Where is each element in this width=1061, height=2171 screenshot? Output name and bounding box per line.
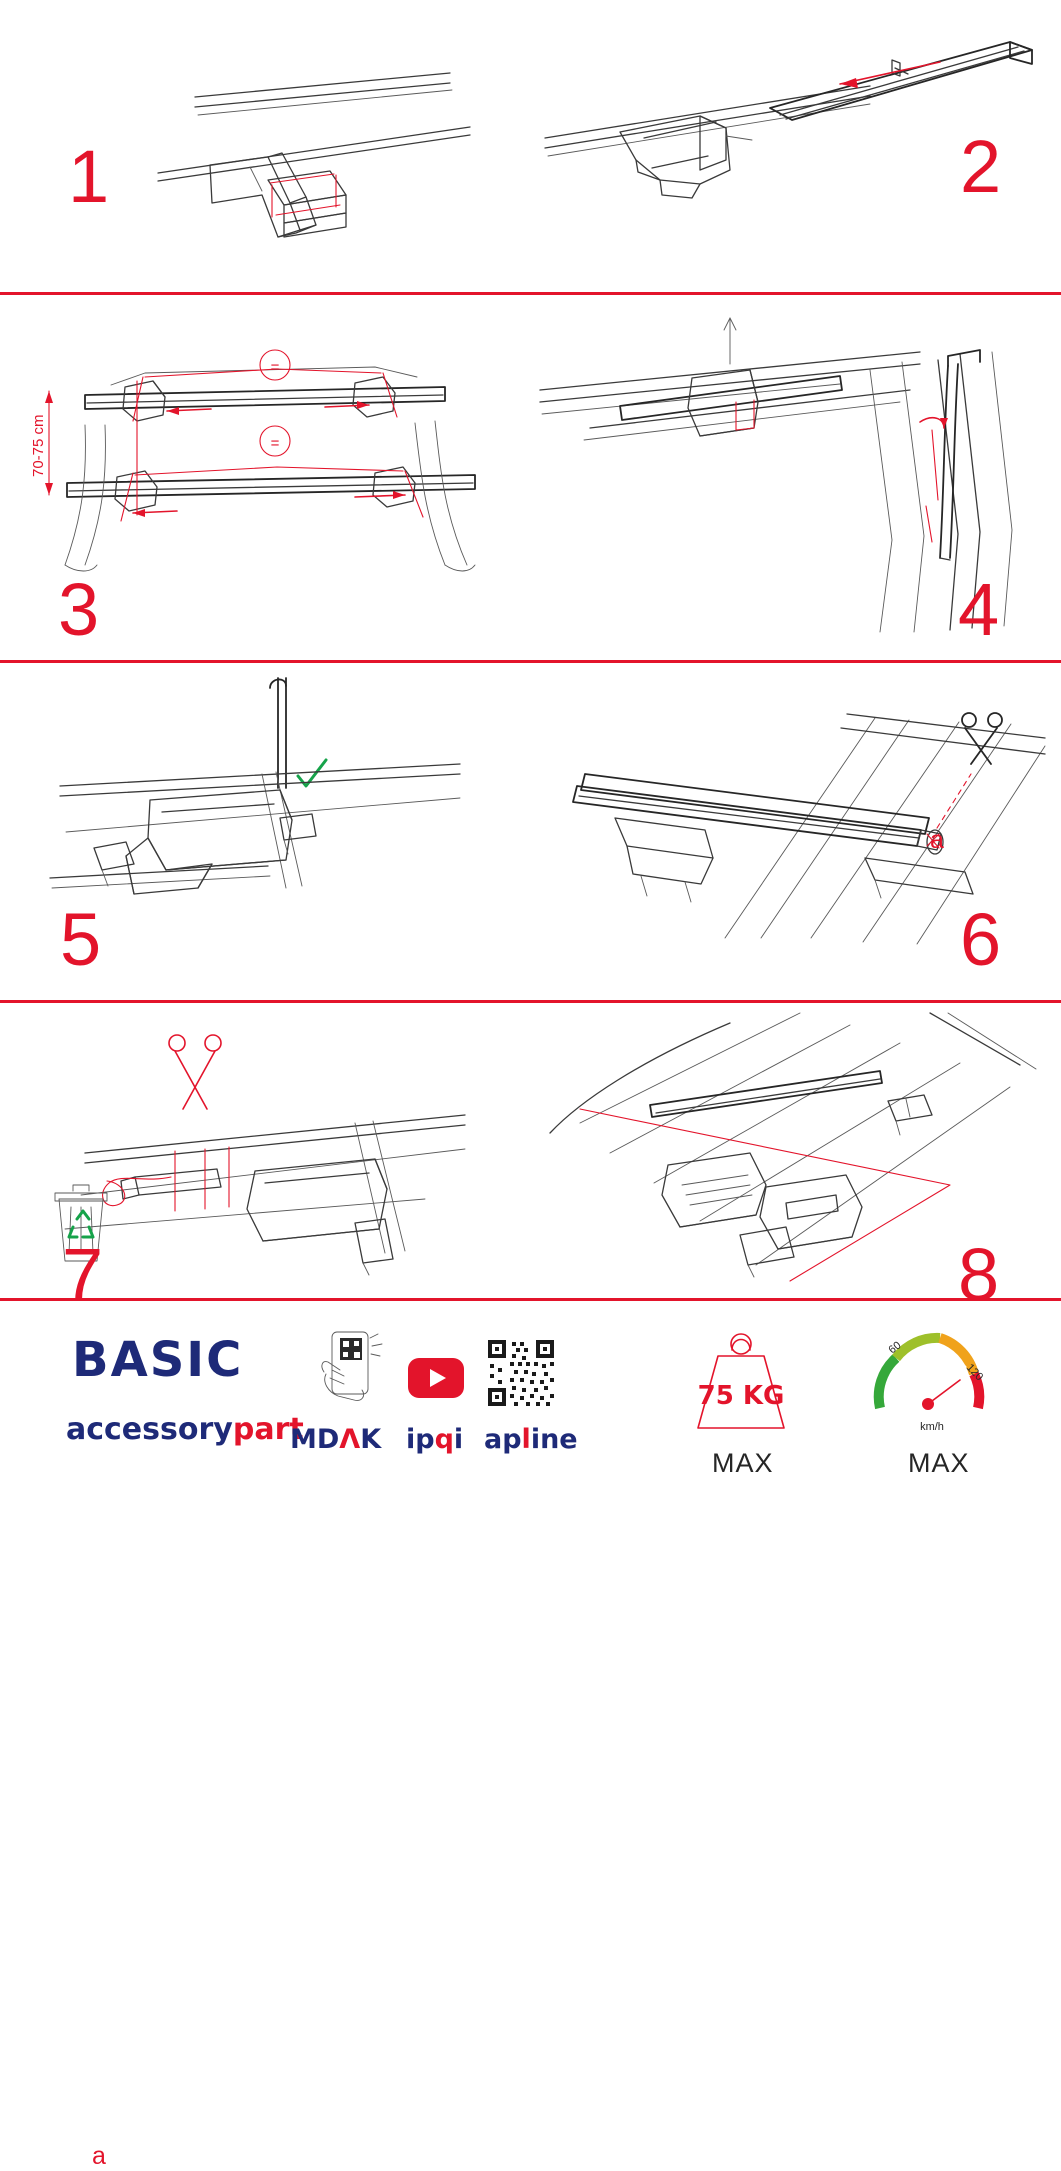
brand-subtitle-first: accessory: [66, 1412, 233, 1447]
step-4-panel: [530, 295, 1061, 660]
footer: [0, 1300, 1061, 1500]
ipqi-text-last: i: [453, 1424, 464, 1455]
step-5-illustration: [30, 678, 510, 938]
brand-subtitle-second: part: [232, 1412, 304, 1447]
step-5-number: 5: [60, 898, 102, 981]
gauge-tick-120: 120: [963, 1361, 986, 1384]
gauge-tick-60: 60: [886, 1339, 904, 1357]
step-1-panel: [0, 0, 530, 292]
max-weight-icon: [676, 1324, 806, 1436]
scissors-icon-7: [169, 1035, 221, 1109]
phone-scan-qr-icon: [310, 1330, 388, 1414]
step-8-number: 8: [958, 1233, 1000, 1316]
scissors-icon: [962, 713, 1002, 764]
brand-title: BASIC: [72, 1332, 244, 1388]
apline-text-accent: l: [521, 1424, 531, 1455]
apline-logo-label: [484, 1424, 578, 1455]
step-7-part-label: a: [92, 2142, 106, 2170]
ipqi-logo-label: [406, 1424, 463, 1455]
mdak-text-last: K: [360, 1424, 382, 1455]
step-6-number: 6: [960, 898, 1002, 981]
step-4-number: 4: [958, 568, 1000, 651]
step-2-number: 2: [960, 125, 1002, 208]
step-6-part-label: a: [930, 826, 944, 854]
youtube-icon[interactable]: [408, 1358, 464, 1398]
step-5-panel: [0, 663, 530, 1000]
step-8-panel: [530, 1003, 1061, 1316]
step-3-number: 3: [58, 568, 100, 651]
apline-text-first: ap: [484, 1424, 522, 1455]
dimension-label: 70-75 cm: [30, 414, 47, 477]
apline-text-last: ine: [530, 1424, 578, 1455]
max-speed-gauge-icon: [866, 1322, 996, 1438]
step-7-number: 7: [62, 1233, 104, 1316]
max-speed-label: MAX: [908, 1448, 970, 1478]
mdak-text-accent: Ʌ: [339, 1424, 361, 1455]
step-3-panel: [0, 295, 530, 660]
square-qr-code-icon: [486, 1338, 556, 1408]
max-weight-label: MAX: [712, 1448, 774, 1478]
mdak-text-first: MD: [290, 1424, 340, 1455]
max-weight-value: 75 KG: [697, 1381, 785, 1411]
gauge-unit: km/h: [920, 1421, 944, 1433]
step-1-illustration: [150, 55, 480, 255]
step-3-illustration: [25, 325, 515, 585]
svg-text:=: =: [270, 435, 280, 452]
step-6-panel: [530, 663, 1061, 1000]
mdak-logo-label: [290, 1424, 381, 1455]
ipqi-text-accent: q: [434, 1424, 454, 1455]
svg-text:=: =: [270, 359, 280, 376]
ipqi-text-first: ip: [406, 1424, 435, 1455]
step-1-number: 1: [68, 135, 110, 218]
brand-subtitle: [66, 1412, 304, 1447]
step-2-panel: [530, 0, 1061, 292]
